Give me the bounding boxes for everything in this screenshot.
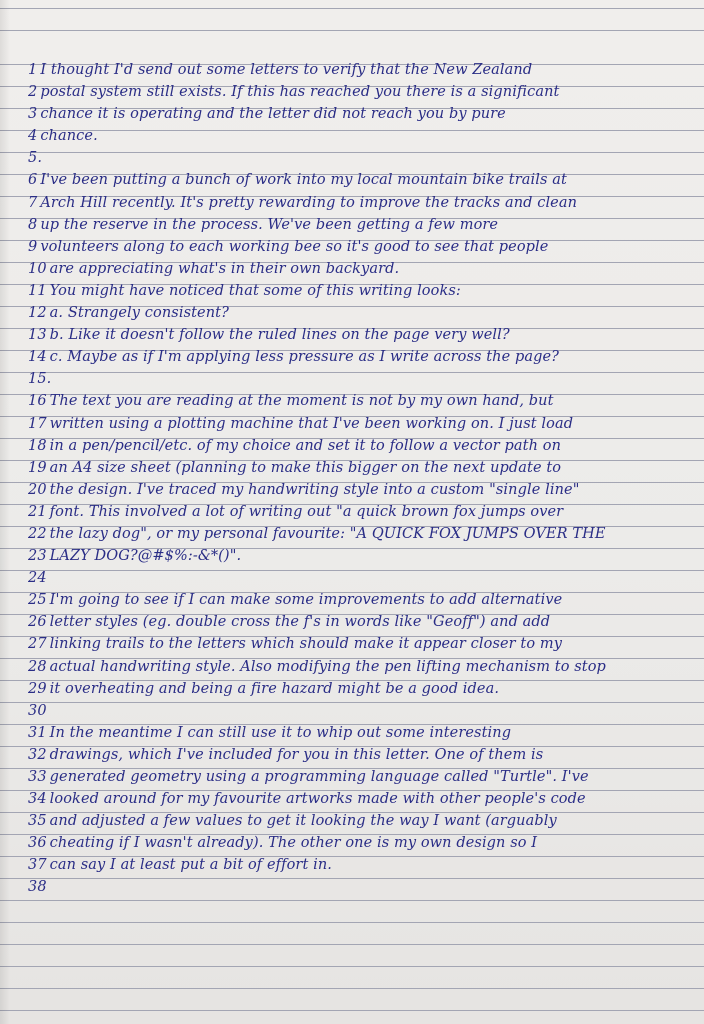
letter-line — [28, 611, 704, 633]
line-text: generated geometry using a programming language called "Turtle". I've — [49, 769, 589, 785]
line-number: 7 — [28, 194, 38, 211]
letter-line — [28, 258, 704, 280]
line-number: 24 — [28, 570, 47, 587]
line-text: are appreciating what's in their own backyard. — [49, 260, 400, 277]
line-number: 9 — [28, 238, 38, 255]
letter-body — [28, 59, 704, 899]
line-text: c. Maybe as if I'm applying less pressure as I write across the page? — [49, 349, 560, 366]
letter-line — [28, 324, 704, 346]
letter-line — [28, 435, 704, 457]
line-number: 32 — [28, 746, 47, 763]
line-number: 11 — [28, 282, 47, 299]
letter-line — [28, 766, 704, 788]
line-number: 20 — [28, 481, 47, 498]
line-text: in a pen/pencil/etc. of my choice and set it to follow a vector path on — [49, 437, 562, 454]
line-number: 16 — [28, 393, 47, 410]
line-text: the design. I've traced my handwriting style into a custom "single line" — [49, 481, 580, 498]
line-number: 12 — [28, 305, 47, 322]
line-number: 30 — [28, 702, 47, 719]
line-text: You might have noticed that some of this writing looks: — [49, 282, 461, 299]
line-number: 10 — [28, 260, 47, 277]
line-text: can say I at least put a bit of effort in. — [49, 857, 332, 874]
letter-line — [28, 125, 704, 147]
line-number: 13 — [28, 327, 47, 344]
letter-line — [28, 236, 704, 258]
letter-line — [28, 545, 704, 567]
letter-line — [28, 810, 704, 832]
letter-line — [28, 390, 704, 412]
line-text: it overheating and being a fire hazard might be a good idea. — [49, 680, 500, 697]
line-text: looked around for my favourite artworks made with other people's code — [49, 791, 586, 808]
line-number: 36 — [28, 835, 47, 852]
line-text: b. Like it doesn't follow the ruled lines on the page very well? — [49, 327, 510, 344]
line-text: I'm going to see if I can make some improvements to add alternative — [49, 592, 563, 609]
letter-line — [28, 368, 704, 390]
line-number: 33 — [28, 769, 47, 785]
letter-line — [28, 501, 704, 523]
line-number: 18 — [28, 437, 47, 454]
line-number: 14 — [28, 349, 47, 366]
line-number: 29 — [28, 680, 47, 697]
letter-line — [28, 169, 704, 191]
line-text: The text you are reading at the moment is not by my own hand, but — [49, 393, 554, 410]
line-number: 8 — [28, 216, 38, 233]
line-text: chance it is operating and the letter did not reach you by pure — [40, 106, 506, 123]
line-text: an A4 size sheet (planning to make this bigger on the next update to — [49, 459, 562, 476]
line-number: 31 — [28, 724, 47, 741]
letter-line — [28, 656, 704, 678]
letter-line — [28, 633, 704, 655]
letter-line — [28, 457, 704, 479]
line-number: 6 — [28, 172, 38, 189]
letter-line — [28, 788, 704, 810]
line-text: drawings, which I've included for you in this letter. One of them is — [49, 746, 544, 763]
letter-line — [28, 854, 704, 876]
line-number: 27 — [28, 636, 47, 653]
line-text: actual handwriting style. Also modifying the pen lifting mechanism to stop — [49, 658, 606, 675]
letter-line — [28, 346, 704, 368]
letter-line — [28, 192, 704, 214]
letter-line — [28, 567, 704, 589]
letter-line — [28, 678, 704, 700]
letter-line — [28, 280, 704, 302]
letter-line — [28, 589, 704, 611]
line-number: 2 — [28, 84, 38, 101]
letter-line — [28, 832, 704, 854]
line-number: 23 — [28, 548, 47, 565]
line-number: 35 — [28, 813, 47, 830]
line-text: chance. — [40, 128, 98, 145]
line-text: LAZY DOG?@#$%:-&*()". — [49, 548, 242, 565]
line-number: 4 — [28, 128, 38, 145]
line-number: 17 — [28, 415, 47, 432]
line-text: postal system still exists. If this has reached you there is a significant — [40, 84, 560, 101]
line-text: written using a plotting machine that I've been working on. I just load — [49, 415, 574, 432]
line-number: 25 — [28, 592, 47, 609]
letter-line — [28, 302, 704, 324]
letter-line — [28, 744, 704, 766]
line-number: 28 — [28, 658, 47, 675]
letter-line — [28, 876, 704, 898]
line-text: font. This involved a lot of writing out "a quick brown fox jumps over — [49, 503, 564, 520]
letter-line — [28, 214, 704, 236]
letter-line — [28, 81, 704, 103]
line-text: and adjusted a few values to get it looking the way I want (arguably — [49, 813, 557, 830]
letter-line — [28, 722, 704, 744]
letter-line — [28, 103, 704, 125]
page-edge-shadow — [0, 0, 10, 1024]
line-number: 3 — [28, 106, 38, 123]
line-text: linking trails to the letters which should make it appear closer to my — [49, 636, 563, 653]
line-number: 37 — [28, 857, 47, 874]
line-text: volunteers along to each working bee so it's good to see that people — [40, 238, 549, 255]
letter-line — [28, 413, 704, 435]
line-number: 1 — [28, 62, 38, 78]
line-number: 34 — [28, 791, 47, 808]
line-text: Arch Hill recently. It's pretty rewarding to improve the tracks and clean — [40, 194, 578, 211]
letter-line — [28, 700, 704, 722]
line-text: I thought I'd send out some letters to verify that the New Zealand — [40, 62, 533, 78]
line-number: 22 — [28, 525, 47, 542]
line-text: the lazy dog", or my personal favourite: "A QUICK FOX JUMPS OVER THE — [49, 525, 606, 542]
line-number: 26 — [28, 614, 47, 631]
line-text: In the meantime I can still use it to whip out some interesting — [49, 724, 512, 741]
letter-line — [28, 523, 704, 545]
line-number: 15. — [28, 371, 52, 388]
line-number: 38 — [28, 879, 47, 896]
line-text: a. Strangely consistent? — [49, 305, 229, 322]
letter-line — [28, 479, 704, 501]
letter-line — [28, 59, 704, 81]
line-number: 19 — [28, 459, 47, 476]
line-text: up the reserve in the process. We've been getting a few more — [40, 216, 499, 233]
line-number: 21 — [28, 503, 47, 520]
line-text: cheating if I wasn't already). The other one is my own design so I — [49, 835, 538, 852]
line-number: 5. — [28, 150, 43, 167]
line-text: letter styles (eg. double cross the f's in words like "Geoff") and add — [49, 614, 551, 631]
line-text: I've been putting a bunch of work into my local mountain bike trails at — [40, 172, 567, 189]
letter-line — [28, 147, 704, 169]
